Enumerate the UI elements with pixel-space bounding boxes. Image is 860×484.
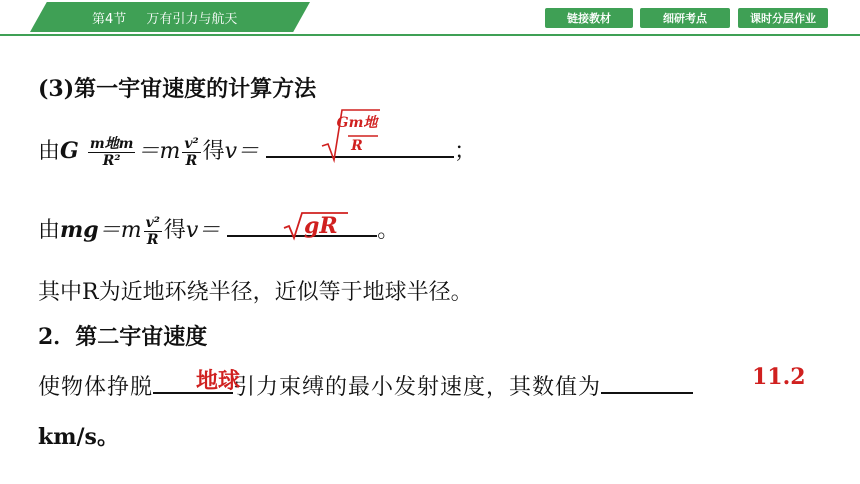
text-v-equals: v＝ <box>224 139 260 164</box>
text-part-a: 使物体挣脱 <box>38 375 154 400</box>
text-get: 得 <box>202 139 225 164</box>
section-number: 第4节 <box>92 12 127 27</box>
answer-1-numerator: Gm地 <box>336 115 378 131</box>
text-period: 。 <box>377 218 400 243</box>
fraction-denominator: R <box>185 152 198 169</box>
text-equals: ＝m <box>98 218 142 243</box>
answer-3-value: 地球 <box>196 368 241 394</box>
answer-blank-4 <box>601 392 693 394</box>
header-title <box>92 8 237 27</box>
text-prefix: 由 <box>38 218 61 243</box>
text-part-b: 引力束缚的最小发射速度，其数值为 <box>233 375 602 400</box>
answer-2-sqrt <box>282 210 352 246</box>
text-semicolon: ； <box>454 139 477 164</box>
fraction-centripetal <box>144 215 162 248</box>
formula-line-1 <box>38 134 476 169</box>
section-title: 万有引力与航天 <box>146 12 238 27</box>
fraction-centripetal <box>182 136 200 169</box>
text-equals: ＝m <box>137 139 181 164</box>
text-get: 得 <box>163 218 186 243</box>
text-line-radius-note: 其中R为近地环绕半径，近似等于地球半径。 <box>38 280 473 305</box>
subheading-first-cosmic-velocity: (3)第一宇宙速度的计算方法 <box>38 76 317 102</box>
answer-1-sqrt <box>320 106 382 168</box>
fraction-denominator: R <box>146 231 159 248</box>
symbol-G: G <box>60 138 79 164</box>
heading-second-cosmic-velocity: 2．第二宇宙速度 <box>38 324 208 350</box>
symbol-mg: mg <box>60 217 99 243</box>
fraction-denominator: R² <box>102 152 121 169</box>
fraction-numerator: v² <box>145 214 160 231</box>
header-divider <box>0 34 860 36</box>
nav-button-homework[interactable]: 课时分层作业 <box>738 8 828 28</box>
header-bar <box>0 0 860 40</box>
nav-button-textbook[interactable]: 链接教材 <box>545 8 633 28</box>
text-v-equals: v＝ <box>185 218 221 243</box>
fraction-gravity <box>88 136 136 169</box>
text-line-second-velocity <box>38 370 693 401</box>
answer-1-denominator: R <box>351 138 363 154</box>
nav-button-key-points[interactable]: 细研考点 <box>640 8 730 28</box>
fraction-numerator: v² <box>184 135 199 152</box>
text-prefix: 由 <box>38 139 61 164</box>
answer-2-value: gR <box>304 213 338 239</box>
fraction-numerator: m地m <box>89 135 134 152</box>
answer-4-value: 11.2 <box>752 364 806 390</box>
text-unit: km/s。 <box>38 424 119 450</box>
